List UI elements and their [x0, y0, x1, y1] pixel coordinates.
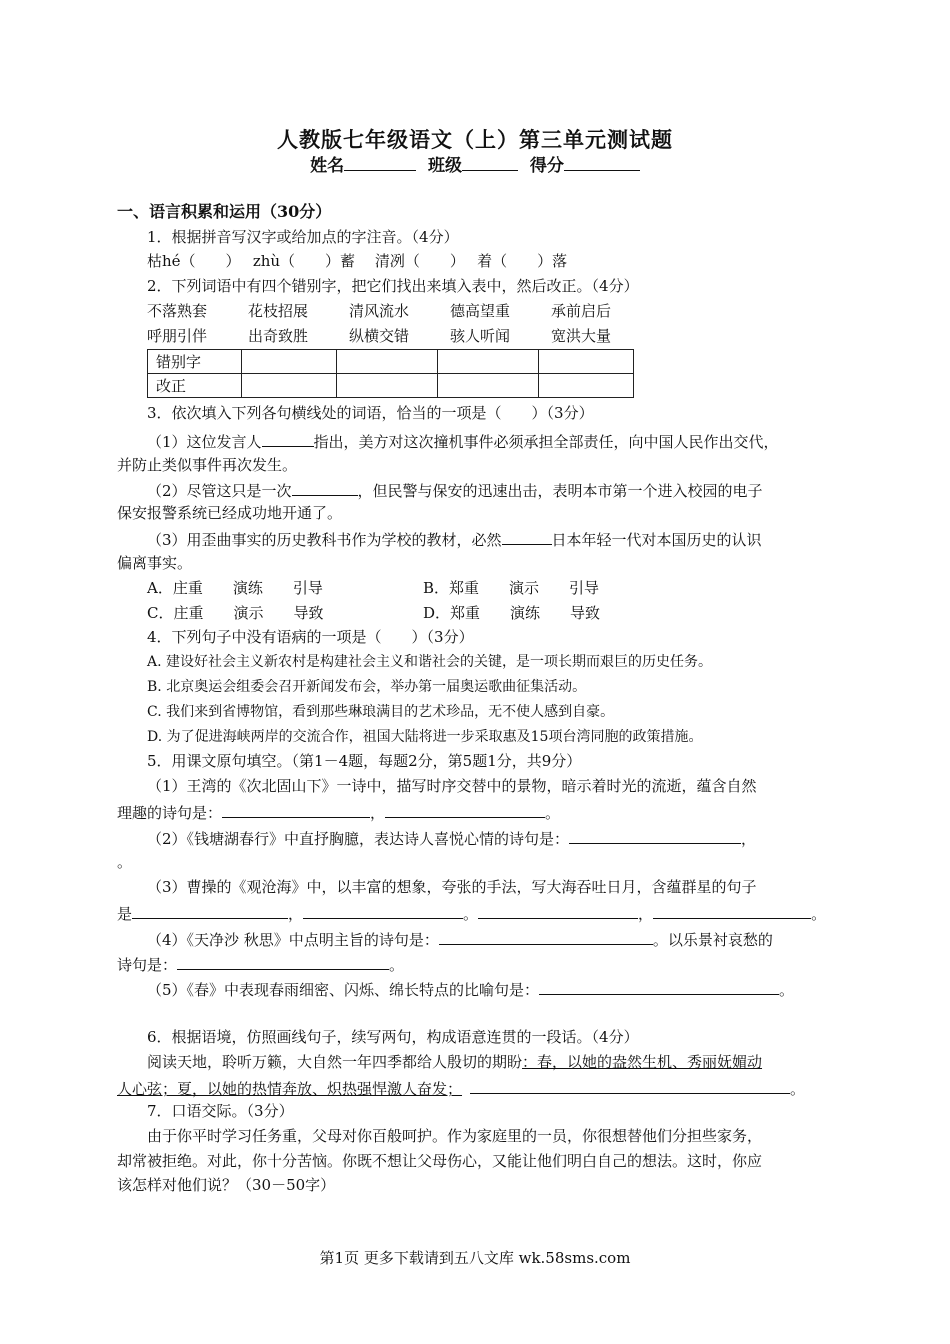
q6-text: 6．根据语境，仿照画线句子，续写两句，构成语意连贯的一段话。（4分） — [147, 1028, 639, 1046]
q7-text: 7．口语交际。（3分） — [147, 1102, 294, 1120]
text: （2）《钱塘湖春行》中直抒胸臆，表达诗人喜悦心情的诗句是： — [147, 830, 570, 848]
answer-blank[interactable] — [478, 902, 638, 919]
q3-s2-cont: 保安报警系统已经成功地开通了。 — [117, 504, 343, 522]
text: 指出，美方对这次撞机事件必须承担全部责任，向中国人民作出交代， — [313, 433, 779, 451]
q5-p4 — [147, 928, 773, 950]
q5-p3: （3）曹操的《观沧海》中，以丰富的想象，夸张的手法，写大海吞吐日月，含蕴群星的句子 — [147, 878, 757, 896]
q5-p4-cont: 诗句是： 。 — [117, 953, 404, 975]
table-cell[interactable] — [337, 374, 438, 398]
q1-item: 枯hé（ ） — [147, 252, 234, 270]
q3-option-c: C．庄重 演示 导致 — [147, 604, 324, 622]
table-label: 错别字 — [148, 350, 242, 374]
underlined-text: ：春，以她的盎然生机、秀丽妩媚动 — [522, 1053, 763, 1071]
name-label: 姓名 — [310, 156, 345, 176]
text: ，但民警与保安的迅速出击，表明本市第一个进入校园的电子 — [357, 482, 763, 500]
q3-option-a: A．庄重 演练 引导 — [147, 579, 323, 597]
table-cell[interactable] — [539, 350, 634, 374]
table-cell[interactable] — [337, 350, 438, 374]
q5-text: 5．用课文原句填空。（第1－4题，每题2分，第5题1分，共9分） — [147, 752, 582, 770]
q5-p2: （2）《钱塘湖春行》中直抒胸臆，表达诗人喜悦心情的诗句是： ， — [147, 827, 756, 849]
word: 德高望重 — [450, 302, 511, 320]
answer-blank[interactable] — [262, 430, 314, 447]
word: 承前启后 — [551, 302, 612, 320]
table-cell[interactable] — [438, 350, 539, 374]
table-cell[interactable] — [242, 350, 337, 374]
q7-line1: 由于你平时学习任务重，父母对你百般呵护。作为家庭里的一员，你很想替他们分担些家务， — [147, 1127, 763, 1145]
q3-s1 — [147, 430, 779, 452]
error-table — [147, 349, 634, 398]
word: 呼朋引伴 — [147, 327, 208, 345]
q3-option-d: D．郑重 演练 导致 — [423, 604, 601, 622]
text: （5）《春》中表现春雨细密、闪烁、绵长特点的比喻句是： — [147, 981, 540, 999]
answer-blank[interactable] — [177, 953, 389, 970]
answer-blank[interactable] — [569, 827, 741, 844]
answer-blank[interactable] — [222, 801, 370, 818]
q6-line1 — [147, 1052, 762, 1072]
text: （3）用歪曲事实的历史教科书作为学校的教材，必然 — [147, 531, 502, 549]
q4-option-c: C. 我们来到省博物馆，看到那些琳琅满目的艺术珍品，无不使人感到自豪。 — [147, 704, 615, 720]
text: 理趣的诗句是： — [117, 804, 223, 822]
q3-s3 — [147, 528, 762, 550]
q3-s2 — [147, 479, 763, 501]
q1-item: 着（ ）落 — [477, 252, 568, 270]
text: （4）《天净沙 秋思》中点明主旨的诗句是： — [147, 931, 439, 949]
table-label: 改正 — [148, 374, 242, 398]
student-info-line — [0, 151, 950, 176]
q1-text: 1．根据拼音写汉字或给加点的字注音。（4分） — [147, 228, 459, 246]
score-blank[interactable] — [564, 154, 640, 171]
table-cell[interactable] — [539, 374, 634, 398]
answer-blank[interactable] — [470, 1077, 790, 1094]
q4-text: 4．下列句子中没有语病的一项是（ ）（3分） — [147, 628, 474, 646]
class-blank[interactable] — [462, 154, 518, 171]
q5-p3-cont: 是 ， 。 ， 。 — [117, 902, 826, 924]
text: 诗句是： — [117, 956, 178, 974]
word: 骇人听闻 — [450, 327, 511, 345]
text: 阅读天地，聆听万籁，大自然一年四季都给人殷切的期盼 — [147, 1053, 523, 1071]
q7-line3: 该怎样对他们说？（30－50字） — [117, 1176, 336, 1194]
q2-text: 2．下列词语中有四个错别字，把它们找出来填入表中，然后改正。（4分） — [147, 277, 639, 295]
underlined-text: 人心弦；夏，以她的热情奔放、炽热强悍激人奋发； — [117, 1080, 463, 1098]
answer-blank[interactable] — [539, 978, 779, 995]
table-cell[interactable] — [438, 374, 539, 398]
answer-blank[interactable] — [385, 801, 545, 818]
text: 日本年轻一代对本国历史的认识 — [551, 531, 762, 549]
score-label: 得分 — [529, 156, 564, 176]
answer-blank[interactable] — [502, 528, 552, 545]
q2-words-row1 — [147, 301, 611, 321]
table-cell[interactable] — [242, 374, 337, 398]
word: 出奇致胜 — [248, 327, 309, 345]
page-title: 人教版七年级语文（上）第三单元测试题 — [277, 127, 673, 152]
q4-option-a: A. 建设好社会主义新农村是构建社会主义和谐社会的关键，是一项长期而艰巨的历史任务。 — [147, 654, 713, 670]
q7-line2: 却常被拒绝。对此，你十分苦恼。你既不想让父母伤心，又能让他们明白自己的想法。这时，你应 — [117, 1152, 763, 1170]
q1-item: 清冽（ ） — [374, 252, 458, 270]
q3-s1-cont: 并防止类似事件再次发生。 — [117, 456, 298, 474]
answer-blank[interactable] — [303, 902, 463, 919]
q3-option-b: B．郑重 演示 引导 — [423, 579, 600, 597]
page-footer: 第1页 更多下载请到五八文库 wk.58sms.com — [319, 1249, 631, 1267]
answer-blank[interactable] — [132, 902, 288, 919]
q5-p5: （5）《春》中表现春雨细密、闪烁、绵长特点的比喻句是： 。 — [147, 978, 794, 1000]
q6-line2: 人心弦；夏，以她的热情奔放、炽热强悍激人奋发； 。 — [117, 1077, 805, 1099]
word: 宽洪大量 — [551, 327, 612, 345]
q1-item: zhù（ ）蓄 — [252, 252, 356, 270]
section-heading: 一、语言积累和运用（30分） — [117, 202, 332, 221]
name-blank[interactable] — [344, 154, 416, 171]
word: 纵横交错 — [349, 327, 410, 345]
q4-option-b: B. 北京奥运会组委会召开新闻发布会，举办第一届奥运歌曲征集活动。 — [147, 679, 587, 695]
text: 。以乐景衬哀愁的 — [652, 931, 773, 949]
q4-option-d: D. 为了促进海峡两岸的交流合作，祖国大陆将进一步采取惠及15项台湾同胞的政策措施。 — [147, 729, 703, 745]
q5-p2-cont: 。 — [117, 853, 133, 871]
q5-p1: （1）王湾的《次北固山下》一诗中，描写时序交替中的景物，暗示着时光的流逝，蕴含自然 — [147, 777, 757, 795]
class-label: 班级 — [428, 156, 462, 176]
q3-s3-cont: 偏离事实。 — [117, 554, 193, 572]
q3-text: 3．依次填入下列各句横线处的词语，恰当的一项是（ ）（3分） — [147, 404, 594, 422]
answer-blank[interactable] — [653, 902, 811, 919]
text: 是 — [117, 905, 133, 923]
q2-words-row2 — [147, 326, 611, 346]
word: 花枝招展 — [248, 302, 309, 320]
q5-p1-cont: 理趣的诗句是： ， 。 — [117, 801, 560, 823]
answer-blank[interactable] — [292, 479, 358, 496]
word: 不落熟套 — [147, 302, 208, 320]
answer-blank[interactable] — [439, 928, 653, 945]
word: 清风流水 — [349, 302, 410, 320]
q1-items — [147, 251, 567, 271]
text: （1）这位发言人 — [147, 433, 262, 451]
text: （2）尽管这只是一次 — [147, 482, 292, 500]
